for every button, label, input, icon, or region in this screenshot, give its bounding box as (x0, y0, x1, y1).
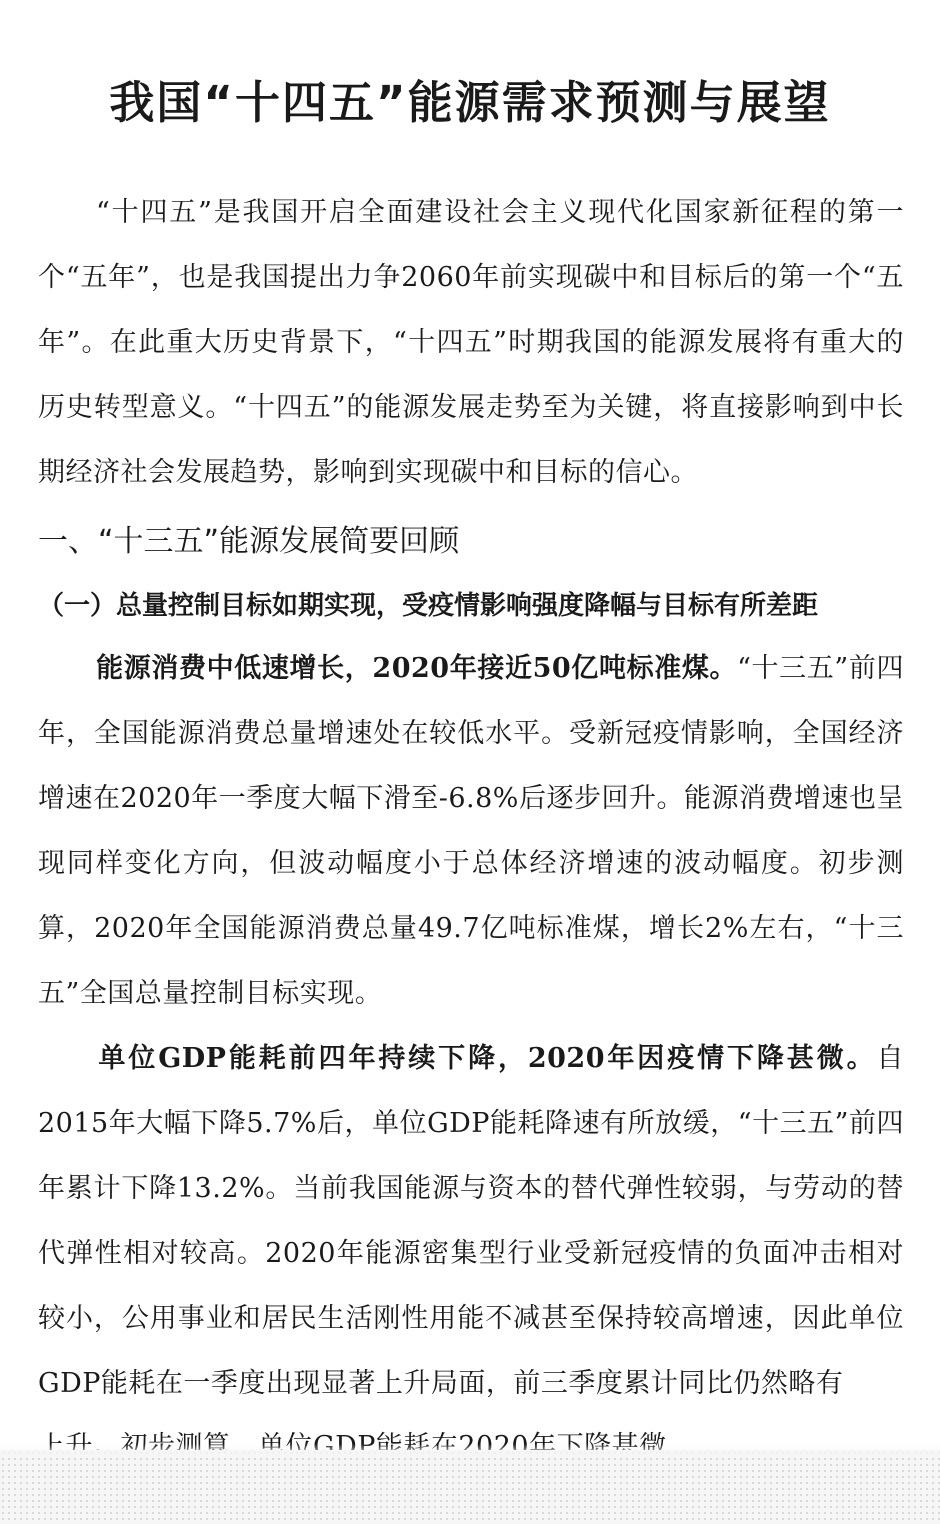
consumption-paragraph (38, 636, 904, 1026)
section-heading: 一、“十三五”能源发展简要回顾 (38, 524, 460, 559)
page-bottom-fade (0, 1450, 940, 1524)
consumption-body-text: “十三五”前四年，全国能源消费总量增速处在较低水平。受新冠疫情影响，全国经济增速在2020年一季度大幅下滑至-6.8%后逐步回升。能源消费增速也呈现同样变化方向，但波动幅度小于总体经济增速的波动幅度。初步测算，2020年全国能源消费总量49.7亿吨标准煤，增长2%左右，“十三五”全国总量控制目标实现。 (38, 653, 904, 1009)
consumption-lead-sentence: 能源消费中低速增长，2020年接近50亿吨标准煤。 (96, 653, 738, 684)
intro-paragraph (38, 180, 904, 505)
subsection-heading: （一）总量控制目标如期实现，受疫情影响强度降幅与目标有所差距 (38, 591, 819, 621)
document-title: 我国“十四五”能源需求预测与展望 (109, 76, 831, 129)
intensity-body-text: 自2015年大幅下降5.7%后，单位GDP能耗降速有所放缓，“十三五”前四年累计下降13.2%。当前我国能源与资本的替代弹性较弱，与劳动的替代弹性相对较高。2020年能源密集型行业受新冠疫情的负面冲击相对较小，公用事业和居民生活刚性用能不减甚至保持较高增速，因此单位GDP能耗在一季度出现显著上升局面，前三季度累计同比仍然略有 (38, 1043, 904, 1399)
intro-text: “十四五”是我国开启全面建设社会主义现代化国家新征程的第一个“五年”，也是我国提出力争2060年前实现碳中和目标后的第一个“五年”。在此重大历史背景下，“十四五”时期我国的能源发展将有重大的历史转型意义。“十四五”的能源发展走势至为关键，将直接影响到中长期经济社会发展趋势，影响到实现碳中和目标的信心。 (38, 197, 904, 488)
intensity-paragraph (38, 1026, 904, 1416)
intensity-lead-sentence: 单位GDP能耗前四年持续下降，2020年因疫情下降甚微。 (96, 1043, 877, 1074)
